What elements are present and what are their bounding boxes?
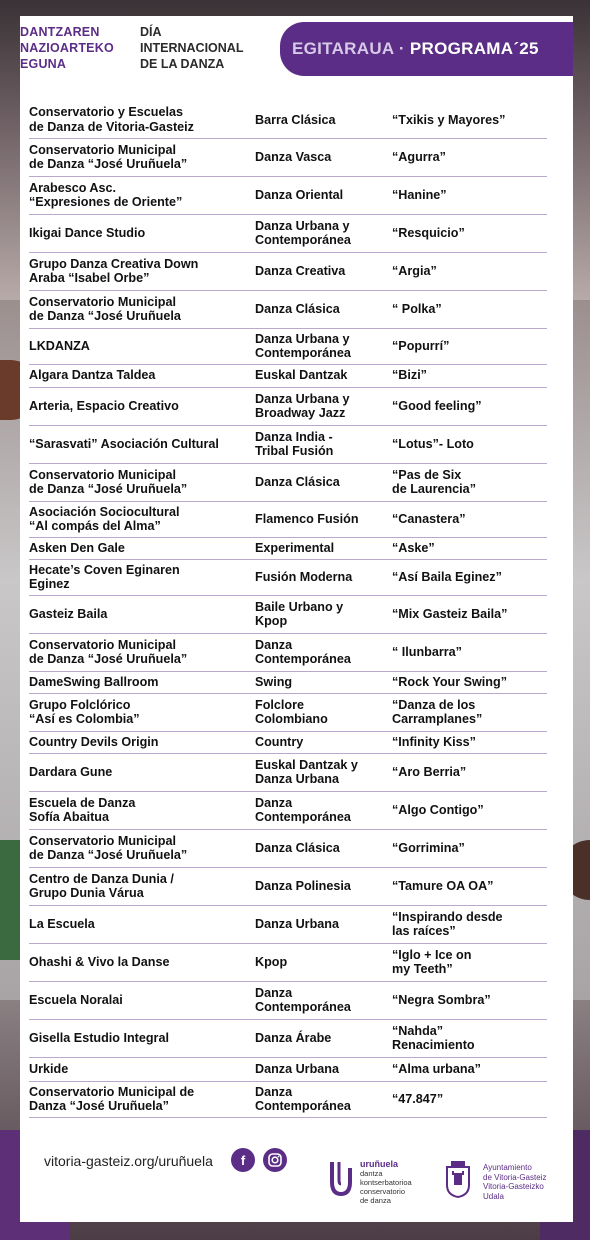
piece-title-cell	[392, 693, 547, 731]
piece-title: “Tamure OA OA”	[392, 878, 494, 893]
piece-title-cell	[392, 671, 547, 693]
group-name: Conservatorio Municipal	[29, 294, 176, 309]
dance-style: Danza Polinesia	[255, 878, 351, 893]
piece-title: “Nahda”	[392, 1023, 444, 1038]
piece-title: “ Ilunbarra”	[392, 644, 462, 659]
group-name: Ikigai Dance Studio	[29, 225, 146, 240]
piece-title-cell	[392, 425, 547, 463]
group-name: Grupo Danza Creativa Down	[29, 256, 199, 271]
city-council-text	[483, 1163, 573, 1201]
group-name: Hecate’s Coven Eginaren	[29, 562, 180, 577]
group-name: Dardara Gune	[29, 764, 113, 779]
program-row	[29, 290, 547, 328]
dance-style-cell	[255, 981, 392, 1019]
piece-title: “Aro Berria”	[392, 764, 467, 779]
piece-title: “Bizi”	[392, 368, 427, 383]
program-table	[29, 102, 547, 1118]
program-tag-basque: EGITARAUA ·	[292, 39, 405, 58]
dance-style: Danza Urbana y	[255, 331, 350, 346]
dance-style: Danza Urbana	[255, 772, 339, 786]
group-name: Algara Dantza Taldea	[29, 368, 156, 383]
piece-title: “Danza de los	[392, 697, 476, 712]
conservatory-line: dantza	[360, 1169, 383, 1178]
program-row	[29, 102, 547, 138]
piece-title: “Lotus”- Loto	[392, 436, 474, 451]
program-row	[29, 214, 547, 252]
piece-title-cell	[392, 364, 547, 387]
piece-title-cell	[392, 328, 547, 364]
dance-style: Experimental	[255, 540, 335, 555]
group-name: Danza “José Uruñuela”	[29, 1099, 169, 1113]
group-name: de Danza de Vitoria-Gasteiz	[29, 119, 194, 134]
piece-title: Carramplanes”	[392, 712, 483, 726]
group-name: de Danza “José Uruñuela”	[29, 652, 188, 666]
group-name-cell	[29, 595, 255, 633]
program-tag	[280, 22, 573, 76]
group-name-cell	[29, 829, 255, 867]
program-row	[29, 791, 547, 829]
dance-style-cell	[255, 1019, 392, 1057]
piece-title-cell	[392, 501, 547, 537]
dance-style: Danza Clásica	[255, 840, 340, 855]
group-name-cell	[29, 633, 255, 671]
group-name-cell	[29, 387, 255, 425]
dance-style-cell	[255, 595, 392, 633]
group-name: Country Devils Origin	[29, 734, 159, 749]
group-name: Ohashi & Vivo la Danse	[29, 954, 170, 969]
group-name-cell	[29, 791, 255, 829]
piece-title-cell	[392, 290, 547, 328]
dance-style-cell	[255, 537, 392, 559]
program-row	[29, 1019, 547, 1057]
group-name-cell	[29, 102, 255, 138]
dance-style: Danza Urbana	[255, 1061, 339, 1076]
group-name: de Danza “José Uruñuela”	[29, 157, 188, 171]
piece-title: “Inspirando desde	[392, 909, 503, 924]
program-row	[29, 671, 547, 693]
dance-style: Contemporánea	[255, 233, 351, 247]
group-name: LKDANZA	[29, 338, 90, 353]
program-row	[29, 252, 547, 290]
group-name: Asociación Sociocultural	[29, 504, 180, 519]
program-row	[29, 633, 547, 671]
program-row	[29, 753, 547, 791]
group-name-cell	[29, 867, 255, 905]
piece-title-cell	[392, 176, 547, 214]
dance-style-cell	[255, 791, 392, 829]
city-council-line: Vitoria-Gasteizko	[483, 1182, 544, 1191]
piece-title: “Aske”	[392, 540, 435, 555]
header-mid-line: INTERNACIONAL	[140, 41, 244, 55]
instagram-icon[interactable]	[263, 1148, 287, 1172]
dance-style: Danza Urbana y	[255, 218, 350, 233]
piece-title: “Popurrí”	[392, 338, 450, 353]
group-name-cell	[29, 328, 255, 364]
program-row	[29, 943, 547, 981]
dance-style: Danza Oriental	[255, 187, 344, 202]
header-left-line: NAZIOARTEKO	[20, 41, 114, 55]
program-tag-spanish: PROGRAMA´25	[409, 39, 539, 58]
conservatory-line: kontserbatorioa	[360, 1178, 412, 1187]
group-name-cell	[29, 693, 255, 731]
program-row	[29, 425, 547, 463]
piece-title-cell	[392, 595, 547, 633]
group-name-cell	[29, 1081, 255, 1117]
program-row	[29, 981, 547, 1019]
piece-title: “Gorrimina”	[392, 840, 465, 855]
dance-style-cell	[255, 252, 392, 290]
group-name: Conservatorio Municipal	[29, 142, 176, 157]
dance-style-cell	[255, 753, 392, 791]
group-name: Gisella Estudio Integral	[29, 1030, 169, 1045]
piece-title-cell	[392, 633, 547, 671]
program-row	[29, 176, 547, 214]
dance-style: Contemporánea	[255, 652, 351, 666]
group-name: de Danza “José Uruñuela”	[29, 848, 188, 862]
piece-title: “Resquicio”	[392, 225, 465, 240]
header-spanish-title	[140, 24, 280, 72]
piece-title-cell	[392, 867, 547, 905]
group-name: Escuela Noralai	[29, 992, 123, 1007]
dance-style: Swing	[255, 674, 293, 689]
group-name-cell	[29, 731, 255, 753]
group-name: Conservatorio Municipal	[29, 637, 176, 652]
group-name-cell	[29, 252, 255, 290]
program-row	[29, 537, 547, 559]
group-name-cell	[29, 214, 255, 252]
program-row	[29, 595, 547, 633]
dance-style: Danza	[255, 637, 293, 652]
group-name-cell	[29, 138, 255, 176]
group-name: Arteria, Espacio Creativo	[29, 398, 179, 413]
group-name-cell	[29, 537, 255, 559]
dance-style: Danza Clásica	[255, 474, 340, 489]
group-name-cell	[29, 905, 255, 943]
group-name: “Sarasvati” Asociación Cultural	[29, 436, 219, 451]
dance-style-cell	[255, 501, 392, 537]
piece-title: “Good feeling”	[392, 398, 482, 413]
dance-style-cell	[255, 693, 392, 731]
piece-title: “Algo Contigo”	[392, 802, 484, 817]
group-name: La Escuela	[29, 916, 95, 931]
program-row	[29, 328, 547, 364]
group-name: de Danza “José Uruñuela”	[29, 482, 188, 496]
program-row	[29, 693, 547, 731]
dance-style: Flamenco Fusión	[255, 511, 359, 526]
dance-style-cell	[255, 425, 392, 463]
dance-style: Danza Vasca	[255, 149, 332, 164]
group-name-cell	[29, 364, 255, 387]
piece-title: “Negra Sombra”	[392, 992, 491, 1007]
website-link[interactable]: vitoria-gasteiz.org/uruñuela	[44, 1153, 213, 1169]
group-name-cell	[29, 981, 255, 1019]
piece-title: “ Polka”	[392, 301, 442, 316]
piece-title: “Argia”	[392, 263, 437, 278]
dance-style-cell	[255, 829, 392, 867]
dance-style: Tribal Fusión	[255, 444, 334, 458]
piece-title-cell	[392, 1019, 547, 1057]
program-row	[29, 905, 547, 943]
header-left-line: DANTZAREN	[20, 25, 100, 39]
header-mid-line: DE LA DANZA	[140, 57, 225, 71]
dance-style: Euskal Dantzak	[255, 368, 348, 383]
dance-style-cell	[255, 290, 392, 328]
dance-style: Barra Clásica	[255, 112, 336, 127]
program-row	[29, 387, 547, 425]
header-basque-title	[20, 24, 140, 72]
dance-style-cell	[255, 214, 392, 252]
group-name-cell	[29, 1019, 255, 1057]
group-name-cell	[29, 425, 255, 463]
conservatory-name: uruñuela	[360, 1159, 399, 1169]
program-row	[29, 1081, 547, 1117]
piece-title: “Txikis y Mayores”	[392, 112, 506, 127]
piece-title: “Mix Gasteiz Baila”	[392, 606, 508, 621]
piece-title: las raíces”	[392, 924, 456, 938]
city-council-line: Udala	[483, 1191, 504, 1201]
piece-title-cell	[392, 214, 547, 252]
program-row	[29, 867, 547, 905]
dance-style: Broadway Jazz	[255, 406, 346, 420]
group-name: Eginez	[29, 577, 70, 591]
program-row	[29, 364, 547, 387]
dance-style: Kpop	[255, 954, 288, 969]
dance-style-cell	[255, 559, 392, 595]
dance-style: Danza	[255, 795, 293, 810]
program-row	[29, 463, 547, 501]
piece-title: “Pas de Six	[392, 467, 462, 482]
dance-style: Country	[255, 734, 304, 749]
piece-title-cell	[392, 753, 547, 791]
group-name: de Danza “José Uruñuela	[29, 309, 181, 323]
program-row	[29, 501, 547, 537]
group-name: Conservatorio Municipal	[29, 467, 176, 482]
group-name: Urkide	[29, 1061, 69, 1076]
group-name-cell	[29, 559, 255, 595]
group-name: “Así es Colombia”	[29, 712, 140, 726]
group-name-cell	[29, 176, 255, 214]
program-row	[29, 731, 547, 753]
facebook-icon[interactable]: f	[231, 1148, 255, 1172]
piece-title: Renacimiento	[392, 1038, 475, 1052]
piece-title-cell	[392, 537, 547, 559]
header-mid-line: DÍA	[140, 25, 162, 39]
city-council-line: Ayuntamiento	[483, 1163, 532, 1172]
dance-style: Contemporánea	[255, 810, 351, 824]
program-row	[29, 559, 547, 595]
group-name: “Expresiones de Oriente”	[29, 195, 183, 209]
piece-title: de Laurencia”	[392, 482, 476, 496]
piece-title: “Canastera”	[392, 511, 466, 526]
city-council-line: de Vitoria-Gasteiz	[483, 1172, 547, 1182]
group-name: Grupo Dunia Várua	[29, 886, 144, 900]
dance-style: Danza India -	[255, 429, 333, 444]
piece-title: “Así Baila Eginez”	[392, 569, 502, 584]
group-name: Conservatorio Municipal	[29, 833, 176, 848]
city-coat-of-arms-icon	[443, 1157, 473, 1199]
dance-style-cell	[255, 387, 392, 425]
piece-title-cell	[392, 1057, 547, 1081]
piece-title-cell	[392, 559, 547, 595]
dance-style-cell	[255, 176, 392, 214]
piece-title-cell	[392, 829, 547, 867]
dance-style: Contemporánea	[255, 1099, 351, 1113]
dance-style: Danza	[255, 1084, 293, 1099]
piece-title: my Teeth”	[392, 962, 453, 976]
piece-title-cell	[392, 252, 547, 290]
piece-title-cell	[392, 791, 547, 829]
piece-title-cell	[392, 138, 547, 176]
dance-style-cell	[255, 1057, 392, 1081]
conservatory-line: conservatorio	[360, 1187, 406, 1196]
dance-style-cell	[255, 633, 392, 671]
dance-style: Contemporánea	[255, 346, 351, 360]
dance-style-cell	[255, 138, 392, 176]
dance-style-cell	[255, 364, 392, 387]
piece-title-cell	[392, 943, 547, 981]
group-name: Araba “Isabel Orbe”	[29, 271, 150, 285]
dance-style-cell	[255, 905, 392, 943]
group-name: “Al compás del Alma”	[29, 519, 161, 533]
group-name: Gasteiz Baila	[29, 606, 108, 621]
program-row	[29, 1057, 547, 1081]
dance-style: Danza Clásica	[255, 301, 340, 316]
group-name-cell	[29, 290, 255, 328]
piece-title: “Agurra”	[392, 149, 446, 164]
dance-style-cell	[255, 463, 392, 501]
group-name: Grupo Folclórico	[29, 697, 131, 712]
program-row	[29, 829, 547, 867]
dance-style: Danza	[255, 985, 293, 1000]
dance-style: Baile Urbano y	[255, 599, 344, 614]
dance-style-cell	[255, 328, 392, 364]
dance-style: Folclore	[255, 697, 304, 712]
group-name-cell	[29, 943, 255, 981]
uruñuela-logo-icon	[330, 1160, 352, 1196]
group-name: DameSwing Ballroom	[29, 674, 159, 689]
dance-style: Danza Urbana	[255, 916, 339, 931]
piece-title-cell	[392, 981, 547, 1019]
dance-style-cell	[255, 731, 392, 753]
group-name-cell	[29, 753, 255, 791]
dance-style: Kpop	[255, 614, 288, 628]
dance-style: Euskal Dantzak y	[255, 757, 358, 772]
dance-style: Contemporánea	[255, 1000, 351, 1014]
conservatory-line: de danza	[360, 1196, 391, 1205]
dance-style-cell	[255, 102, 392, 138]
dance-style-cell	[255, 1081, 392, 1117]
dance-style: Danza Árabe	[255, 1030, 332, 1045]
piece-title: “Alma urbana”	[392, 1061, 481, 1076]
dance-style: Colombiano	[255, 712, 328, 726]
group-name: Sofía Abaitua	[29, 810, 110, 824]
group-name: Conservatorio y Escuelas	[29, 105, 183, 120]
group-name-cell	[29, 671, 255, 693]
group-name: Conservatorio Municipal de	[29, 1084, 195, 1099]
program-row	[29, 138, 547, 176]
group-name-cell	[29, 463, 255, 501]
piece-title-cell	[392, 387, 547, 425]
conservatory-logo-text	[360, 1160, 440, 1205]
piece-title: “Infinity Kiss”	[392, 734, 476, 749]
piece-title-cell	[392, 731, 547, 753]
piece-title: “47.847”	[392, 1091, 444, 1106]
piece-title-cell	[392, 905, 547, 943]
group-name-cell	[29, 1057, 255, 1081]
header-left-line: EGUNA	[20, 57, 67, 71]
piece-title-cell	[392, 102, 547, 138]
dance-style-cell	[255, 943, 392, 981]
group-name: Arabesco Asc.	[29, 180, 117, 195]
dance-style-cell	[255, 671, 392, 693]
group-name: Asken Den Gale	[29, 540, 125, 555]
piece-title-cell	[392, 463, 547, 501]
piece-title: “Iglo + Ice on	[392, 947, 472, 962]
piece-title-cell	[392, 1081, 547, 1117]
dance-style: Danza Creativa	[255, 263, 346, 278]
dance-style: Fusión Moderna	[255, 569, 353, 584]
piece-title: “Hanine”	[392, 187, 447, 202]
group-name-cell	[29, 501, 255, 537]
group-name: Escuela de Danza	[29, 795, 136, 810]
group-name: Centro de Danza Dunia /	[29, 871, 174, 886]
dance-style: Danza Urbana y	[255, 391, 350, 406]
dance-style-cell	[255, 867, 392, 905]
piece-title: “Rock Your Swing”	[392, 674, 507, 689]
